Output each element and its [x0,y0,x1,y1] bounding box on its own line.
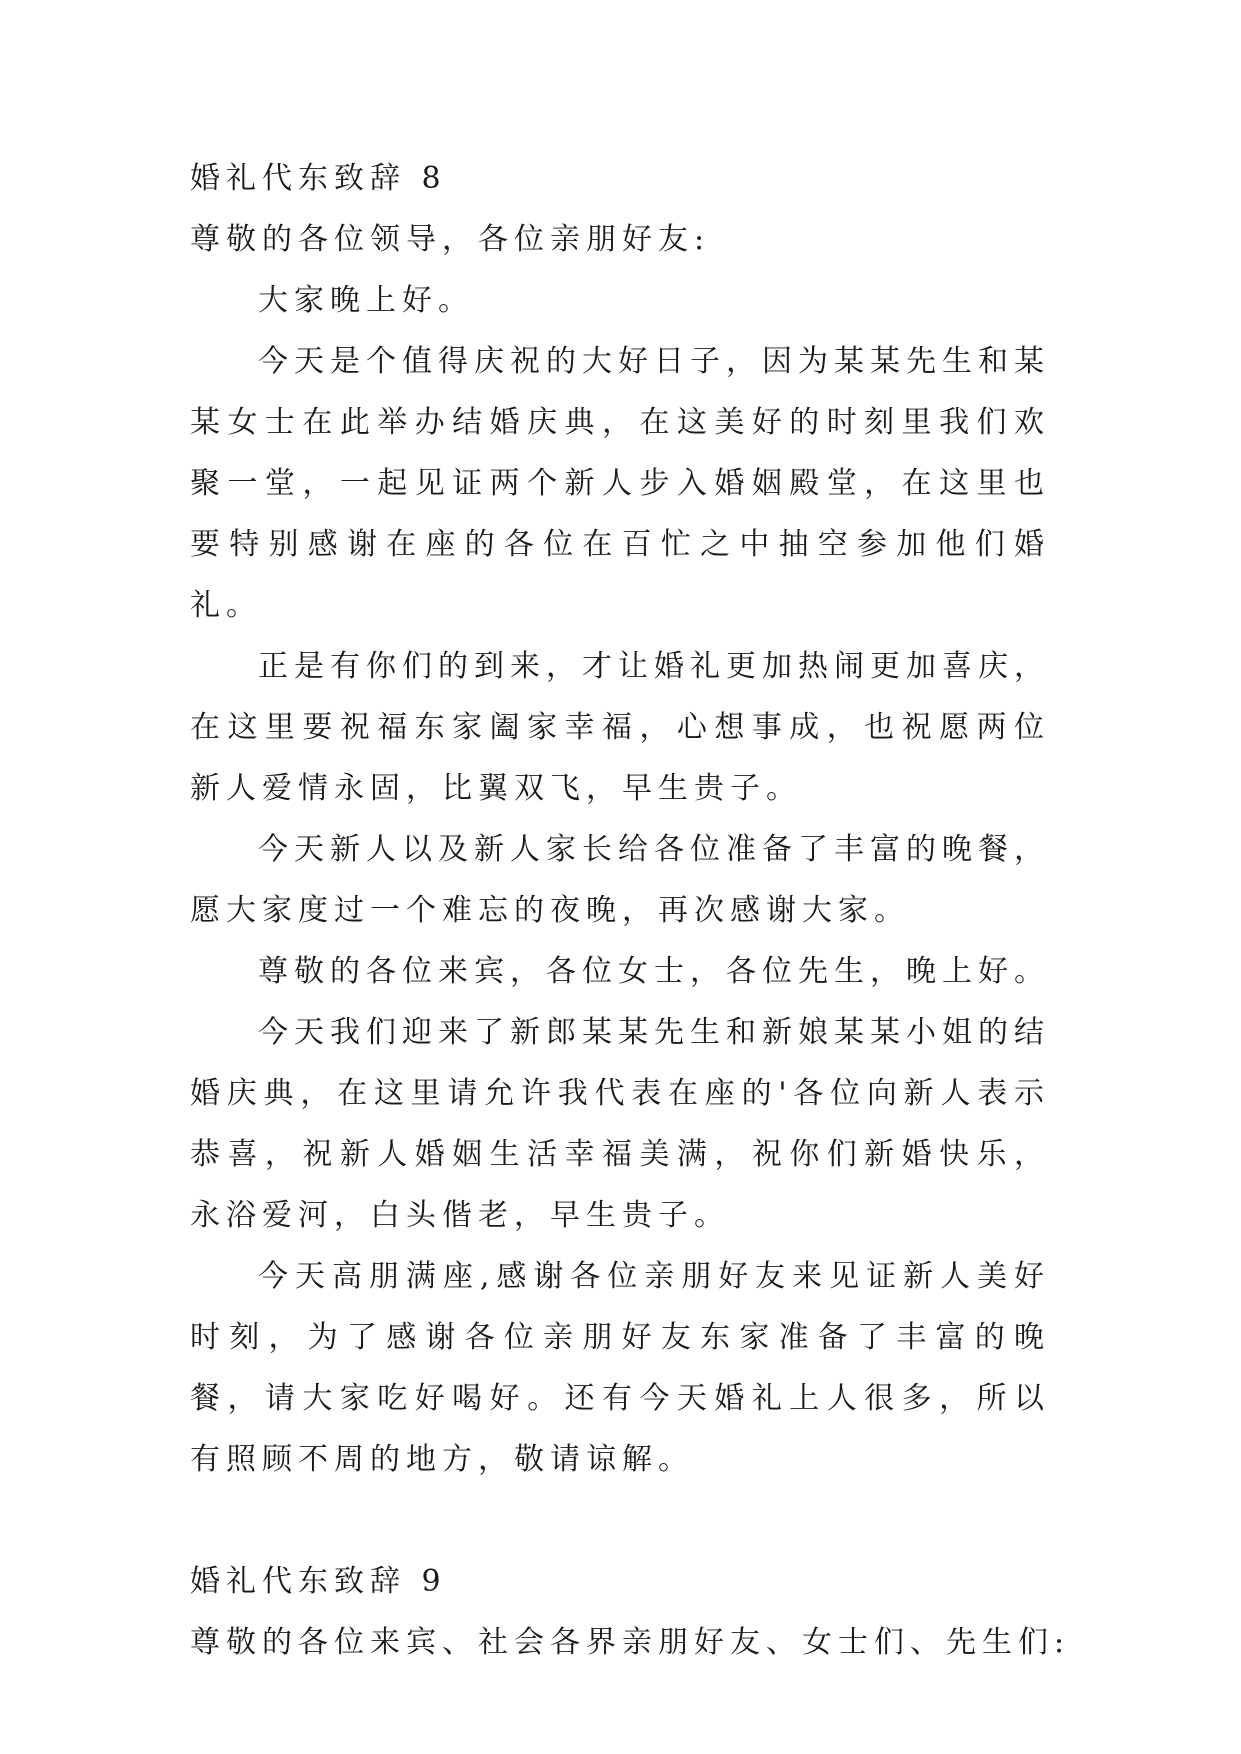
paragraph: 大家晚上好。 [258,283,474,318]
section-8-salutation: 尊敬的各位领导，各位亲朋好友: [190,222,711,257]
section-spacer [190,1490,1050,1551]
paragraph: 今天是个值得庆祝的大好日子，因为某某先生和某某女士在此举办结婚庆典，在这美好的时刻里我们欢聚一堂，一起见证两个新人步入婚姻殿堂，在这里也要特别感谢在座的各位在百忙之中抽空参加他们婚礼。 [190,344,1050,623]
document-body [190,148,1071,1673]
section-9-heading: 婚礼代东致辞 9 [190,1564,447,1599]
paragraph: 今天我们迎来了新郎某某先生和新娘某某小姐的结婚庆典，在这里请允许我代表在座的'各位向新人表示恭喜，祝新人婚姻生活幸福美满，祝你们新婚快乐，永浴爱河，白头偕老，早生贵子。 [190,1015,1050,1233]
section-8-heading: 婚礼代东致辞 8 [190,161,447,196]
paragraph: 正是有你们的到来，才让婚礼更加热闹更加喜庆，在这里要祝福东家阖家幸福，心想事成，也祝愿两位新人爱情永固，比翼双飞，早生贵子。 [190,649,1050,806]
paragraph: 今天高朋满座,感谢各位亲朋好友来见证新人美好时刻，为了感谢各位亲朋好友东家准备了丰富的晚餐，请大家吃好喝好。还有今天婚礼上人很多，所以有照顾不周的地方，敬请谅解。 [190,1259,1050,1477]
section-9-salutation: 尊敬的各位来宾、社会各界亲朋好友、女士们、先生们: [190,1625,1071,1660]
paragraph: 今天新人以及新人家长给各位准备了丰富的晚餐，愿大家度过一个难忘的夜晚，再次感谢大家。 [190,832,1050,928]
paragraph: 尊敬的各位来宾，各位女士，各位先生，晚上好。 [258,954,1050,989]
